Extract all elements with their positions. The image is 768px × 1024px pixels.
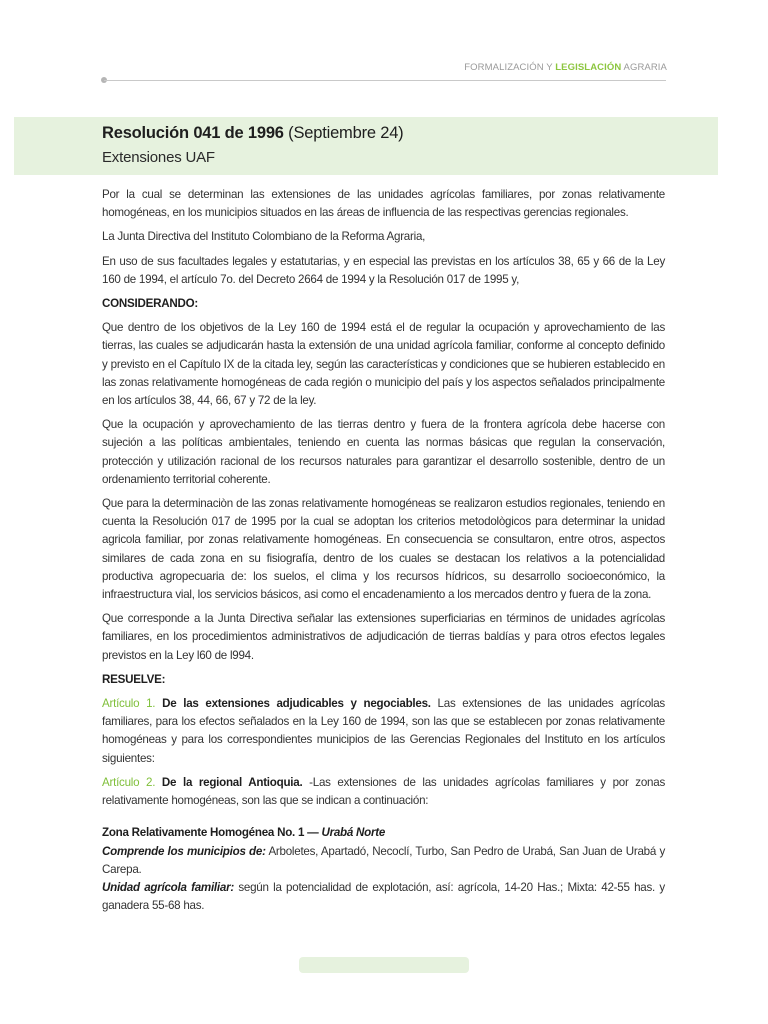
zone-uaf <box>102 879 665 915</box>
document-body <box>102 186 665 915</box>
document-title-date: (Septiembre 24) <box>283 124 404 142</box>
zone-uaf-text: según la potencialidad de explotación, así: agrícola, 14-20 Has.; Mixta: 42-55 has. y ganadera 55-68 has. <box>102 880 665 913</box>
paragraph-purpose: Por la cual se determinan las extensiones de las unidades agrícolas familiares, por zonas relativamente homogéneas, en los municipios situados en las áreas de influencia de las respectivas gerencias regionales. <box>102 188 665 220</box>
zone-uaf-label: Unidad agrícola familiar: <box>102 880 234 894</box>
running-header-part1: FORMALIZACIÓN Y <box>464 62 556 73</box>
paragraph-considerando-4: Que corresponde a la Junta Directiva señalar las extensiones superficiarias en términos de unidades agrícolas familiares, en los procedimientos administrativos de adjudicación de tierras baldías y para otros efectos legales previstos en la Ley l60 de l994. <box>102 612 665 662</box>
zone-heading <box>102 824 665 842</box>
paragraph-considerando-2: Que la ocupación y aprovechamiento de las tierras dentro y fuera de la frontera agrícola debe hacerse con sujeción a las políticas ambientales, teniendo en cuenta las normas básicas que regulan la conservación, protección y utilización racional de los recursos naturales para garantizar el desarrollo sostenible, dentro de un ordenamiento territorial coherente. <box>102 418 665 486</box>
zone-name: Urabá Norte <box>321 826 386 840</box>
running-header-highlight: LEGISLACIÓN <box>555 62 622 73</box>
running-header-part3: AGRARIA <box>621 62 667 73</box>
zone-municipios <box>102 843 665 879</box>
paragraph-issuer: La Junta Directiva del Instituto Colombiano de la Reforma Agraria, <box>102 230 426 244</box>
running-header <box>464 62 667 73</box>
footer-page-tab <box>299 957 469 973</box>
article-1-text: Las extensiones de las unidades agrícolas familiares, para los efectos señalados en la Ley 160 de 1994, son las que se establecen por zonas relativamente homogéneas y para los correspondientes municipios de las Gerencias Regionales del Instituto en los artículos siguientes: <box>102 697 665 765</box>
document-title <box>102 124 403 143</box>
paragraph-legal-basis: En uso de sus facultades legales y estatutarias, y en especial las previstas en los artículos 38, 65 y 66 de la Ley 160 de 1994, el artículo 7o. del Decreto 2664 de 1994 y la Resolución 017 de 1995 y, <box>102 254 665 286</box>
article-2-label: Artículo 2. <box>102 775 156 789</box>
header-rule <box>104 80 666 81</box>
zone-block <box>102 824 665 915</box>
zone-title: Zona Relativamente Homogénea No. 1 — <box>102 826 322 840</box>
article-2-title: De la regional Antioquia. <box>155 775 303 789</box>
zone-municipios-label: Comprende los municipios de: <box>102 844 266 858</box>
document-subtitle: Extensiones UAF <box>102 149 215 166</box>
article-1-title: De las extensiones adjudicables y negociables. <box>155 697 431 711</box>
paragraph-considerando-1: Que dentro de los objetivos de la Ley 160 de 1994 está el de regular la ocupación y aprovechamiento de las tierras, las cuales se adjudicarán hasta la extensión de una unidad agrícola familiar, conforme al concepto definido y previsto en el Capítulo IX de la citada ley, según las características y condiciones que se hubieren establecido en las zonas relativamente homogéneas de cada región o municipio del país y los aspectos señalados principalmente en los artículos 38, 44, 66, 67 y 72 de la ley. <box>102 321 665 408</box>
article-2-text: -Las extensiones de las unidades agrícolas familiares y por zonas relativamente homogéneas, son las que se indican a continuación: <box>102 775 665 808</box>
paragraph-considerando-3: Que para la determinaciòn de las zonas relativamente homogéneas se realizaron estudios regionales, teniendo en cuenta la Resolución 017 de 1995 por la cual se adoptan los criterios metodològicos para determinar la unidad agricola familiar, por zonas relativamente homogéneas. En consecuencia se consultaron, entre otros, aspectos similares de cada zona en su fisiografía, dentro de los cuales se destacan los relativos a la potencialidad productiva agropecuaria de: los suelos, el clima y los recursos hídricos, su desarrollo socioeconómico, la infraestructura vial, los servicios básicos, asi como el encadenamiento a los mercados dentro y fuera de la zona. <box>102 497 665 602</box>
heading-resuelve: RESUELVE: <box>102 672 166 686</box>
zone-municipios-text: Arboletes, Apartadó, Necoclí, Turbo, San Pedro de Urabá, San Juan de Urabá y Carepa. <box>102 844 666 876</box>
heading-considerando: CONSIDERANDO: <box>102 297 198 311</box>
article-1-label: Artículo 1. <box>102 697 156 711</box>
document-title-number: Resolución 041 de 1996 <box>102 124 284 142</box>
article-2 <box>102 774 665 810</box>
article-1 <box>102 695 665 768</box>
